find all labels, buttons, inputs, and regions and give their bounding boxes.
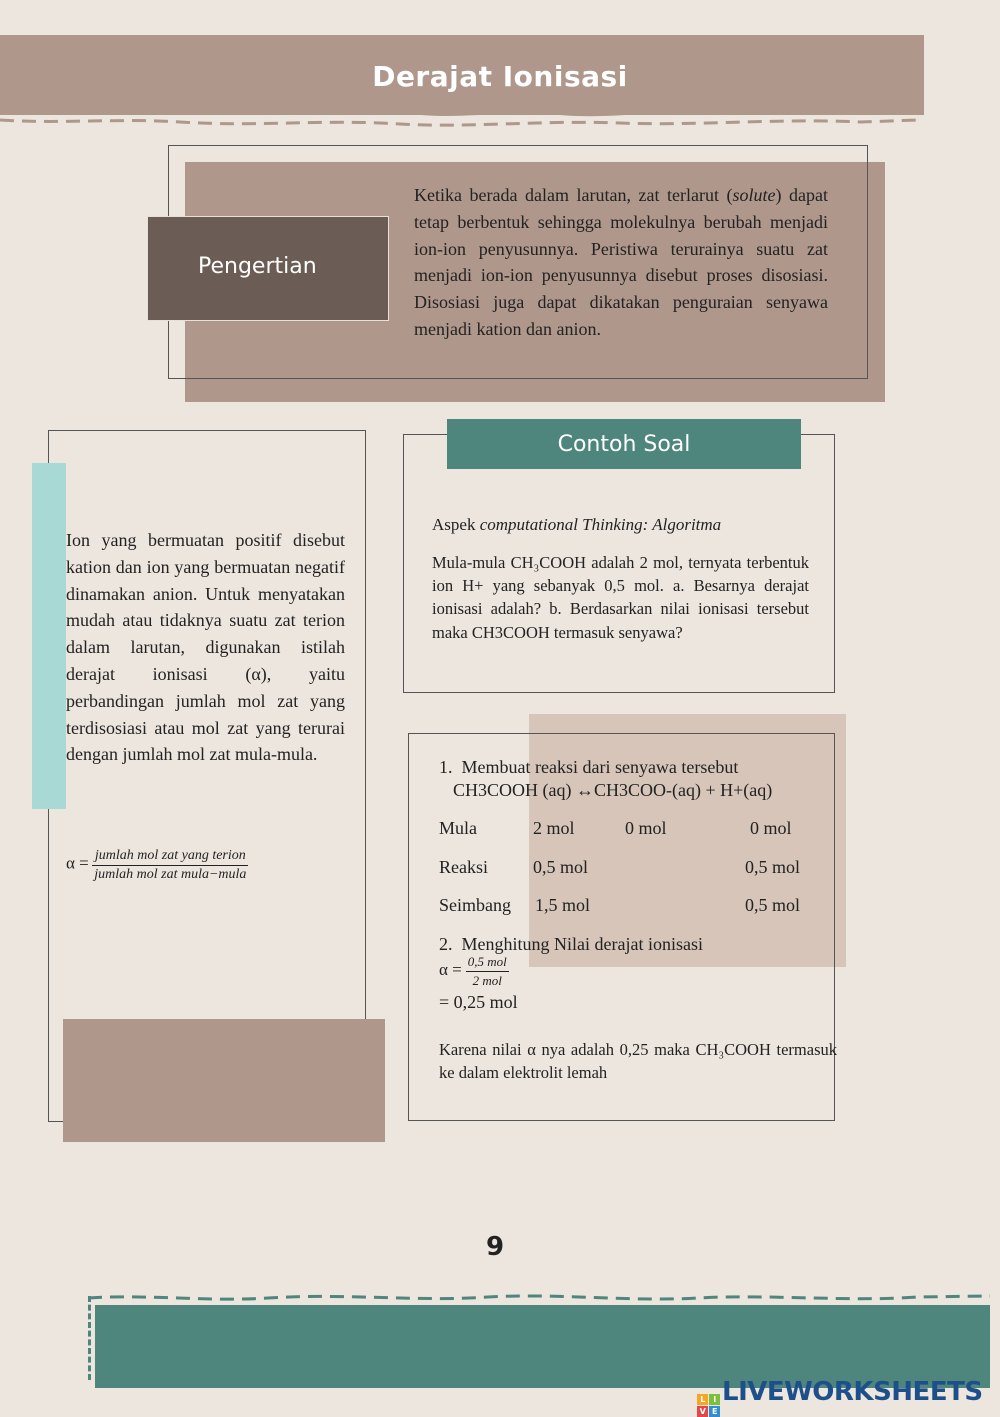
row-label-seimbang: Seimbang (439, 895, 511, 915)
aspect-prefix: Aspek (432, 515, 480, 534)
liveworksheets-logo (697, 1377, 983, 1417)
intro-text-part1: Ketika berada dalam larutan, zat terlarut ( (414, 185, 733, 205)
aspect-line (432, 515, 721, 535)
page-number: 9 (485, 1232, 505, 1262)
question-text: Mula-mula CH₃COOH adalah 2 mol, ternyata terbentuk ion H+ yang sebanyak 0,5 mol. a. Besarnya derajat ionisasi adalah? b. Berdasarkan nilai ionisasi tersebut maka CH3COOH termasuk senyawa? (432, 553, 809, 642)
intro-text-italic: solute (732, 185, 776, 205)
teal-accent-strip (32, 463, 66, 809)
row-reaksi-c1: 0,5 mol (533, 857, 589, 877)
row-mula-c3: 0 mol (750, 818, 792, 838)
footer-band (95, 1305, 990, 1388)
row-seimbang-c3: 0,5 mol (745, 895, 801, 915)
aspect-italic: computational Thinking: Algoritma (479, 515, 722, 534)
alpha-fraction (466, 954, 509, 989)
formula-fraction (92, 848, 248, 883)
step-1: 1. Membuat reaksi dari senyawa tersebut (439, 757, 739, 777)
intro-paragraph (414, 182, 828, 343)
row-mula-c1: 2 mol (533, 818, 575, 838)
row-reaksi-c3: 0,5 mol (745, 857, 801, 877)
row-label-reaksi: Reaksi (439, 857, 488, 877)
intro-text-part2: ) dapat tetap berbentuk sehingga molekulnya berubah menjadi ion-ion penyusunnya. Peristiwa terurainya suatu zat menjadi ion-ion penyusunnya disebut proses disosiasi. Disosiasi juga dapat dikatakan penguraian senyawa menjadi kation dan anion. (414, 185, 828, 339)
conclusion-text: Karena nilai α nya adalah 0,25 maka CH₃COOH termasuk ke dalam elektrolit lemah (439, 1040, 837, 1082)
alpha-result: = 0,25 mol (439, 992, 518, 1012)
formula-numerator: jumlah mol zat yang terion (92, 848, 248, 866)
row-label-mula: Mula (439, 818, 477, 838)
definition-paragraph: Ion yang bermuatan positif disebut kation dan ion yang bermuatan negatif dinamakan anion. Untuk menyatakan mudah atau tidaknya suatu zat terion dalam larutan, digunakan istilah derajat ionisasi (α), yaitu perbandingan jumlah mol zat yang terdisosiasi atau mol zat yang terurai dengan jumlah mol zat mula-mula. (66, 530, 345, 765)
alpha-denominator: 2 mol (472, 973, 502, 988)
alpha-lhs: α = (439, 960, 462, 980)
formula-denominator: jumlah mol zat mula−mula (94, 867, 247, 882)
contoh-soal-label: Contoh Soal (557, 432, 691, 457)
alpha-formula (66, 848, 248, 883)
footer-dashed-edge (88, 1296, 95, 1380)
page-title: Derajat Ionisasi (372, 60, 628, 93)
brand-text: LIVEWORKSHEETS (722, 1377, 983, 1407)
alpha-numerator: 0,5 mol (466, 954, 509, 972)
decorative-block (63, 1019, 385, 1142)
alpha-calculation (439, 954, 509, 989)
reaction-equation: CH3COOH (aq) ↔CH3COO-(aq) + H+(aq) (453, 780, 773, 800)
row-mula-c2: 0 mol (625, 818, 667, 838)
header-torn-edge (0, 100, 924, 132)
step-2: 2. Menghitung Nilai derajat ionisasi (439, 934, 703, 954)
pengertian-label: Pengertian (198, 254, 317, 279)
formula-lhs: α = (66, 853, 89, 873)
liveworksheets-icon: L I V E (697, 1394, 720, 1417)
row-seimbang-c1: 1,5 mol (535, 895, 591, 915)
